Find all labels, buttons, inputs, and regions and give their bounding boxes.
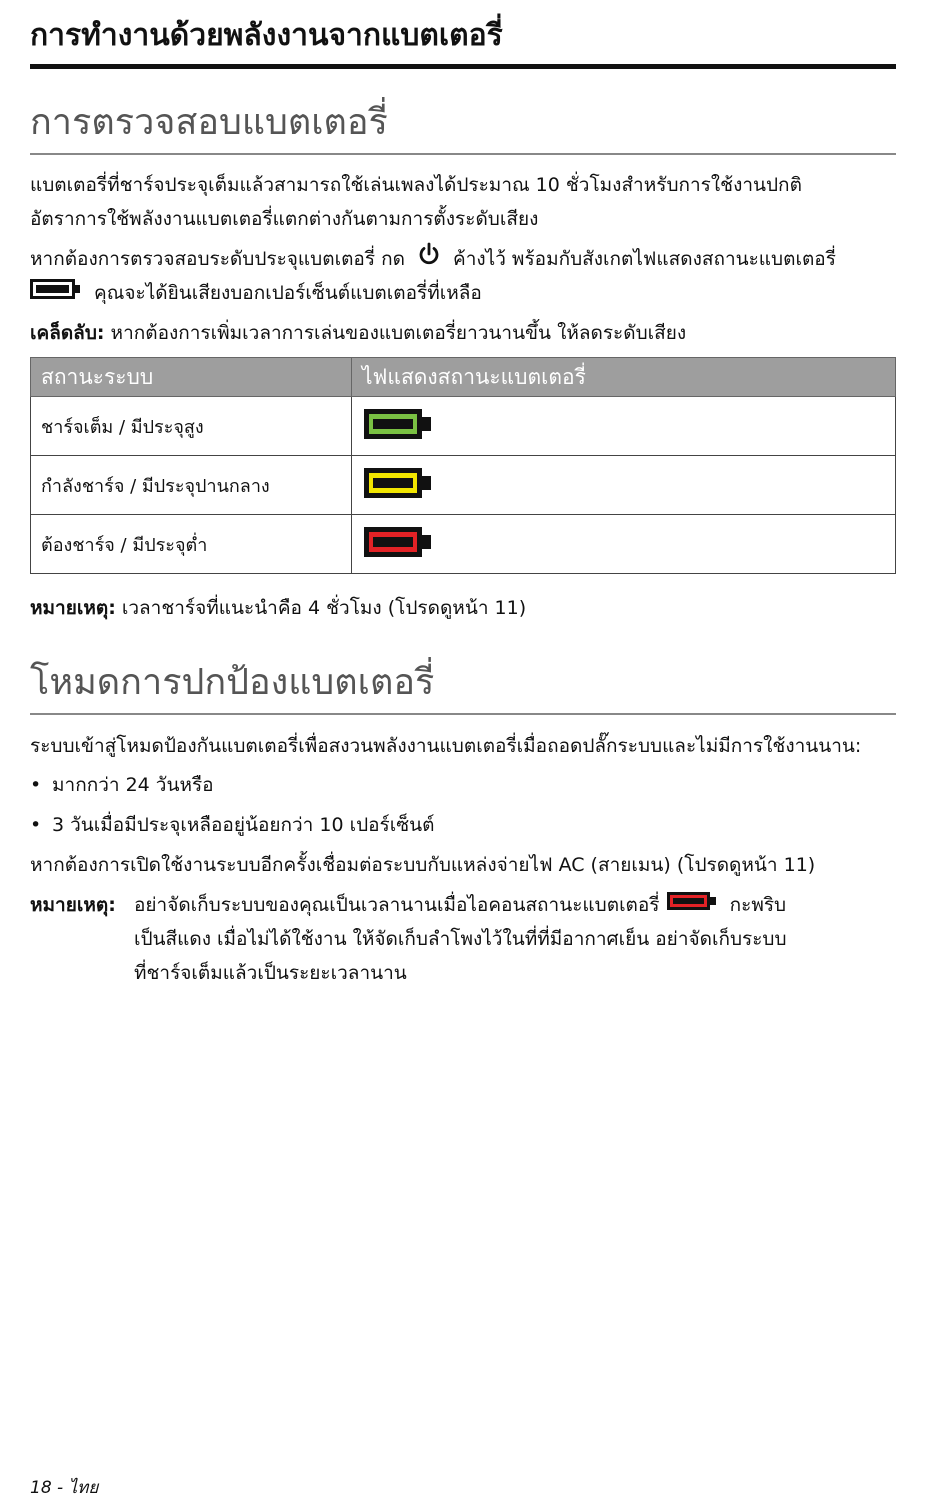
storage-note-line-3: ที่ชาร์จเต็มแล้วเป็นระยะเวลานาน (134, 962, 407, 984)
battery-life-text: แบตเตอรี่ที่ชาร์จประจุเต็มแล้วสามารถใช้เล่นเพลงได้ประมาณ 10 ชั่วโมงสำหรับการใช้งานปกติ (30, 174, 802, 196)
battery-yellow-icon (362, 466, 434, 500)
note-label: หมายเหตุ: (30, 597, 116, 619)
list-item-text: มากกว่า 24 วันหรือ (52, 774, 214, 796)
indicator-cell (352, 397, 896, 456)
column-header-battery-indicator: ไฟแสดงสถานะแบตเตอรี่ (352, 358, 896, 397)
column-header-system-status: สถานะระบบ (31, 358, 352, 397)
power-icon (417, 242, 441, 277)
table-header-row (31, 358, 896, 397)
check-level-instruction (30, 242, 896, 277)
table-row (31, 456, 896, 515)
tip-text: หากต้องการเพิ่มเวลาการเล่นของแบตเตอรี่ยาวนานขึ้น ให้ลดระดับเสียง (104, 322, 687, 344)
battery-green-icon (362, 407, 434, 441)
table-row (31, 515, 896, 574)
battery-red-icon (362, 525, 434, 559)
section-title-battery-check: การตรวจสอบแบตเตอรี่ (30, 102, 388, 143)
list-item-text: 3 วันเมื่อมีประจุเหลืออยู่น้อยกว่า 10 เปอร์เซ็นต์ (52, 814, 435, 836)
indicator-cell (352, 456, 896, 515)
status-cell: ชาร์จเต็ม / มีประจุสูง (31, 397, 352, 456)
page-number: 18 - ไทย (30, 1478, 99, 1498)
storage-note-line-2: เป็นสีแดง เมื่อไม่ได้ใช้งาน ให้จัดเก็บลำโพงไว้ในที่ที่มีอากาศเย็น อย่าจัดเก็บระบบ (134, 928, 787, 950)
status-cell: ต้องชาร์จ / มีประจุต่ำ (31, 515, 352, 574)
section-rule (30, 153, 896, 155)
check-level-text-b: ค้างไว้ พร้อมกับสังเกตไฟแสดงสถานะแบตเตอรี่ (453, 248, 836, 270)
storage-note-line-1 (134, 888, 786, 923)
battery-indicator-icon (30, 277, 82, 311)
list-item (30, 808, 434, 842)
battery-usage-text: อัตราการใช้พลังงานแบตเตอรี่แตกต่างกันตามการตั้งระดับเสียง (30, 208, 539, 230)
section-title-battery-protection: โหมดการปกป้องแบตเตอรี่ (30, 662, 435, 703)
bullet-icon: • (30, 774, 42, 796)
percent-announcement-text: คุณจะได้ยินเสียงบอกเปอร์เซ็นต์แบตเตอรี่ที่เหลือ (94, 282, 482, 304)
tip (30, 316, 896, 350)
table-row (31, 397, 896, 456)
tip-label: เคล็ดลับ: (30, 322, 105, 344)
status-cell: กำลังชาร์จ / มีประจุปานกลาง (31, 456, 352, 515)
note-text: เวลาชาร์จที่แนะนำคือ 4 ชั่วโมง (โปรดดูหน้า 11) (115, 597, 527, 619)
check-level-instruction-2 (30, 276, 896, 311)
battery-status-table (30, 357, 896, 574)
bullet-icon: • (30, 814, 42, 836)
storage-note-text-b: กะพริบ (729, 894, 787, 916)
page-header-title: การทำงานด้วยพลังงานจากแบตเตอรี่ (30, 18, 503, 53)
check-level-text-a: หากต้องการตรวจสอบระดับประจุแบตเตอรี่ กด (30, 248, 405, 270)
battery-red-icon (666, 889, 718, 923)
header-rule (30, 64, 896, 69)
protection-intro-text: ระบบเข้าสู่โหมดป้องกันแบตเตอรี่เพื่อสงวนพลังงานแบตเตอรี่เมื่อถอดปลั๊กระบบและไม่มีการใช้งานนาน: (30, 735, 862, 757)
list-item (30, 768, 214, 802)
note-label: หมายเหตุ: (30, 894, 116, 916)
section-rule (30, 713, 896, 715)
charge-time-note (30, 591, 896, 625)
indicator-cell (352, 515, 896, 574)
storage-note-text-a: อย่าจัดเก็บระบบของคุณเป็นเวลานานเมื่อไอคอนสถานะแบตเตอรี่ (134, 894, 660, 916)
reactivate-text: หากต้องการเปิดใช้งานระบบอีกครั้งเชื่อมต่อระบบกับแหล่งจ่ายไฟ AC (สายเมน) (โปรดดูหน้า 11) (30, 854, 816, 876)
